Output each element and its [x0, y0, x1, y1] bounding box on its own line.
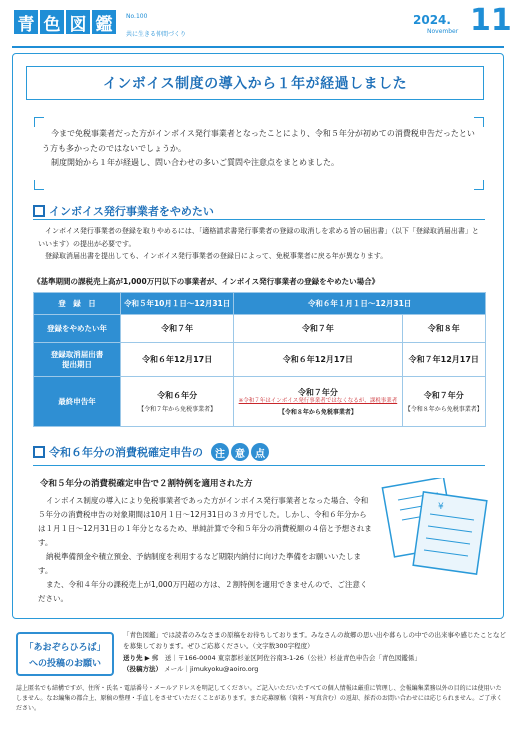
table-cell: [121, 377, 234, 427]
table-cell: 令和７年: [121, 315, 234, 343]
page-title: インボイス制度の導入から１年が経過しました: [102, 76, 408, 92]
table-caption: 《基準期間の課税売上高が1,000万円以下の事業者が、インボイス発行事業者の登録をやめたい場合》: [33, 277, 380, 286]
table-cell: [234, 377, 402, 427]
body-paragraph: インボイス制度の導入により免税事業者であった方がインボイス発行事業者となった場合、令和５年分の消費税申告の対象期間は10月１日～12月31日の３カ月でした。しかし、令和６年分からは１月１日～12月31日の１年分となるため、単純計算で令和５年分の消費税額の４倍と予想されます。: [38, 496, 372, 547]
table-row: [34, 377, 486, 427]
section-body: [38, 494, 373, 606]
table-row: [34, 343, 486, 377]
caution-badge: 点: [251, 443, 269, 461]
table-row: [34, 315, 486, 343]
body-paragraph: インボイス発行事業者の登録を取りやめるには、「適格請求書発行事業者の登録の取消しを求める旨の届出書」（以下「登録取消届出書」といいます）の提出が必要です。: [38, 227, 479, 248]
table-cell: 令和６年12月17日: [234, 343, 402, 377]
row-label: 登録をやめたい年: [34, 315, 121, 343]
issue-month-en: November: [427, 28, 459, 35]
checkbox-square-icon: [33, 446, 45, 458]
table-cell: 令和７年12月17日: [402, 343, 485, 377]
svg-text:¥: ¥: [438, 502, 444, 512]
corner-bracket: [34, 180, 44, 190]
section-heading: [33, 443, 269, 461]
tagline: 共に生きる仲間づくり: [126, 31, 187, 38]
section-heading: [33, 203, 214, 219]
section-title: インボイス発行事業者をやめたい: [49, 205, 214, 218]
corner-bracket: [34, 117, 44, 127]
section-divider: [33, 219, 485, 220]
address-label: 送り先 ▶: [123, 654, 150, 662]
section-title: 令和６年分の消費税確定申告の: [49, 446, 203, 459]
body-paragraph: また、令和４年分の課税売上が1,000万円超の方は、２割特例を適用できませんので、ご注意ください。: [38, 580, 368, 603]
logo-char: 青: [14, 10, 38, 34]
issue-number: No.100: [126, 13, 148, 20]
issue-month: 11: [470, 3, 512, 38]
method-label: （投稿方法）: [123, 664, 162, 673]
address-text: 郵 送｜〒166-0004 東京都杉並区阿佐谷南3-1-26（公社）杉並青色申告会「青色図鑑係」: [151, 654, 421, 662]
table-header: 登 録 日: [34, 293, 121, 315]
submission-description: 「青色図鑑」では読者のみなさまの原稿をお待ちしております。みなさんの故郷の思い出や暮らしの中での出来事や感じたことなどを募集しております。ぜひご応募ください。（文字数300字程度）: [123, 631, 506, 650]
submission-address: [123, 653, 508, 674]
cell-sub: 【令和８年から免税事業者】: [404, 406, 483, 413]
table-cell: [402, 377, 485, 427]
intro-paragraph: 制度開始から１年が経過し、問い合わせの多いご質問や注意点をまとめました。: [51, 158, 339, 167]
logo: [14, 10, 116, 34]
section-subtitle: 令和５年分の消費税確定申告で２割特例を適用された方: [40, 479, 253, 489]
cell-sub: 【令和７年から免税事業者】: [138, 406, 217, 413]
footer-note: 誌上匿名でも結構ですが、住所・氏名・電話番号・メールアドレスを明記してください。ご記入いただいたすべての個人情報は厳重に管理し、会報編集業務以外の目的には使用いたしません。なお編集の都合上、原稿の整理・手直しをさせていただくことがあります。また応募原稿（資料・写真含む）の返却、採否のお問い合わせには応じられません。ご了承ください。: [16, 685, 503, 712]
body-paragraph: 納税準備預金や積立預金、予納制度を利用するなど期限内納付に向けた準備をお願いいたします。: [38, 552, 361, 575]
caution-badge: 意: [231, 443, 249, 461]
body-paragraph: 登録取消届出書を提出しても、インボイス発行事業者の登録日によって、免税事業者に戻る年が異なります。: [45, 252, 388, 260]
table-cell: 令和８年: [402, 315, 485, 343]
header-divider: [12, 46, 504, 48]
cell-main: 令和６年分: [157, 391, 198, 400]
logo-char: 鑑: [92, 10, 116, 34]
cell-note: ※令和７年はインボイス発行事業者ではなくなるが、課税事業者: [238, 398, 398, 404]
intro-paragraph: 今まで免税事業者だった方がインボイス発行事業者となったことにより、令和５年分が初めての消費税申告だったという方も多かったのではないでしょうか。: [42, 129, 475, 153]
table-cell: 令和７年: [234, 315, 402, 343]
submission-subtitle: への投稿のお願い: [28, 658, 101, 669]
corner-bracket: [474, 117, 484, 127]
section-body: [38, 225, 483, 263]
table-header-row: [34, 293, 486, 315]
row-label: 最終申告年: [34, 377, 121, 427]
checkbox-square-icon: [33, 205, 45, 217]
corner-bracket: [474, 180, 484, 190]
cell-sub: 【令和８年から免税事業者】: [278, 409, 357, 416]
issue-year: 2024.: [413, 13, 451, 27]
documents-icon: [380, 478, 495, 578]
table-header: 令和５年10月１日～12月31日: [121, 293, 234, 315]
logo-char: 色: [40, 10, 64, 34]
row-label: 登録取消届出書 提出期日: [34, 343, 121, 377]
email-text[interactable]: メール｜jimukyoku@aoiro.org: [164, 664, 259, 673]
deadline-table: [33, 292, 486, 427]
cell-main: 令和７年分: [297, 388, 338, 397]
table-cell: 令和６年12月17日: [121, 343, 234, 377]
submission-box: [16, 632, 114, 676]
section-divider: [33, 465, 485, 466]
intro-text: [42, 127, 482, 171]
cell-main: 令和７年分: [423, 391, 464, 400]
logo-char: 図: [66, 10, 90, 34]
title-box: [26, 66, 484, 100]
caution-badges: [211, 443, 269, 461]
caution-badge: 注: [211, 443, 229, 461]
submission-title: 「あおぞらひろば」: [24, 642, 106, 653]
table-header: 令和６年１月１日～12月31日: [234, 293, 486, 315]
